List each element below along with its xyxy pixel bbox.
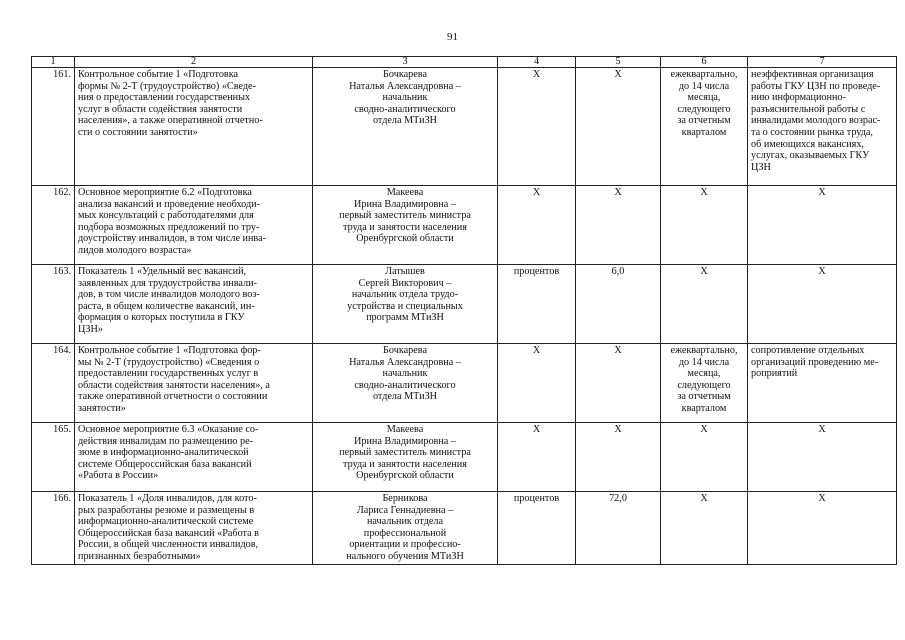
page-number: 91 bbox=[447, 31, 458, 43]
event-description: Показатель 1 «Удельный вес вакансий, заявленных для трудоустройства инвали- дов, в том числе инвалидов молодого воз- раста, в общем количестве вакансий, ин- формация о которых поступила в ГКУ ЦЗН» bbox=[75, 265, 313, 344]
value-cell: Х bbox=[576, 186, 661, 265]
unit-cell: Х bbox=[498, 344, 576, 423]
event-description: Контрольное событие 1 «Подготовка фор- мы № 2-Т (трудоустройство) «Сведения о предоставлении государственных услуг в области содействия занятости населения», а также оперативной отчетности о состоянии занятости» bbox=[75, 344, 313, 423]
unit-cell: Х bbox=[498, 423, 576, 492]
responsible-person: Бочкарева Наталья Александровна – начальник сводно-аналитического отдела МТиЗН bbox=[313, 344, 498, 423]
responsible-person: Бочкарева Наталья Александровна – начальник сводно-аналитического отдела МТиЗН bbox=[313, 68, 498, 186]
event-description: Основное мероприятие 6.3 «Оказание со- действия инвалидам по размещению ре- зюме в информационно-аналитической системе Общероссийская база вакансий «Работа в России» bbox=[75, 423, 313, 492]
value-cell: Х bbox=[576, 344, 661, 423]
row-number: 161. bbox=[32, 68, 75, 186]
deadline-cell: ежеквартально, до 14 числа месяца, следующего за отчетным кварталом bbox=[661, 68, 748, 186]
table-row bbox=[32, 344, 897, 423]
row-number: 162. bbox=[32, 186, 75, 265]
column-header: 1 bbox=[32, 57, 75, 68]
unit-cell: Х bbox=[498, 186, 576, 265]
responsible-person: Берникова Лариса Геннадиевна – начальник отдела профессиональной ориентации и профессио- нального обучения МТиЗН bbox=[313, 492, 498, 565]
column-header: 7 bbox=[748, 57, 897, 68]
responsible-person: Макеева Ирина Владимировна – первый заместитель министра труда и занятости населения Оренбургской области bbox=[313, 186, 498, 265]
unit-cell: процентов bbox=[498, 492, 576, 565]
event-description: Показатель 1 «Доля инвалидов, для кото- рых разработаны резюме и размещены в информационно-аналитической системе Общероссийская база вакансий «Работа в России, в общей численности инвалидов, признанных безработными» bbox=[75, 492, 313, 565]
deadline-cell: Х bbox=[661, 186, 748, 265]
risk-cell: Х bbox=[748, 265, 897, 344]
document-table bbox=[31, 56, 897, 565]
risk-cell: неэффективная организация работы ГКУ ЦЗН по проведе- нию информационно- разъяснительной работы с инвалидами молодого возрас- та о состоянии рынка труда, об имеющихся вакансиях, услугах, оказываемых ГКУ ЦЗН bbox=[748, 68, 897, 186]
risk-cell: Х bbox=[748, 186, 897, 265]
table-row bbox=[32, 423, 897, 492]
table-row bbox=[32, 68, 897, 186]
row-number: 163. bbox=[32, 265, 75, 344]
deadline-cell: Х bbox=[661, 492, 748, 565]
event-description: Контрольное событие 1 «Подготовка формы № 2-Т (трудоустройство) «Сведе- ния о предоставлении государственных услуг в области содействия занятости населения», а также оперативной отчетно- сти о состоянии занятости» bbox=[75, 68, 313, 186]
deadline-cell: Х bbox=[661, 423, 748, 492]
table-row bbox=[32, 265, 897, 344]
deadline-cell: ежеквартально, до 14 числа месяца, следующего за отчетным кварталом bbox=[661, 344, 748, 423]
column-header: 3 bbox=[313, 57, 498, 68]
column-header: 5 bbox=[576, 57, 661, 68]
column-header: 4 bbox=[498, 57, 576, 68]
deadline-cell: Х bbox=[661, 265, 748, 344]
value-cell: 6,0 bbox=[576, 265, 661, 344]
risk-cell: Х bbox=[748, 423, 897, 492]
header-row bbox=[32, 57, 897, 68]
table-row bbox=[32, 186, 897, 265]
row-number: 164. bbox=[32, 344, 75, 423]
value-cell: 72,0 bbox=[576, 492, 661, 565]
risk-cell: Х bbox=[748, 492, 897, 565]
table-row bbox=[32, 492, 897, 565]
risk-cell: сопротивление отдельных организаций проведению ме- роприятий bbox=[748, 344, 897, 423]
column-header: 6 bbox=[661, 57, 748, 68]
value-cell: Х bbox=[576, 423, 661, 492]
value-cell: Х bbox=[576, 68, 661, 186]
unit-cell: Х bbox=[498, 68, 576, 186]
column-header: 2 bbox=[75, 57, 313, 68]
unit-cell: процентов bbox=[498, 265, 576, 344]
row-number: 166. bbox=[32, 492, 75, 565]
responsible-person: Макеева Ирина Владимировна – первый заместитель министра труда и занятости населения Оренбургской области bbox=[313, 423, 498, 492]
row-number: 165. bbox=[32, 423, 75, 492]
responsible-person: Латышев Сергей Викторович – начальник отдела трудо- устройства и специальных программ МТиЗН bbox=[313, 265, 498, 344]
event-description: Основное мероприятие 6.2 «Подготовка анализа вакансий и проведение необходи- мых консультаций с работодателями для подбора возможных предложений по тру- доустройству инвалидов, в том числе инва- лидов молодого возраста» bbox=[75, 186, 313, 265]
